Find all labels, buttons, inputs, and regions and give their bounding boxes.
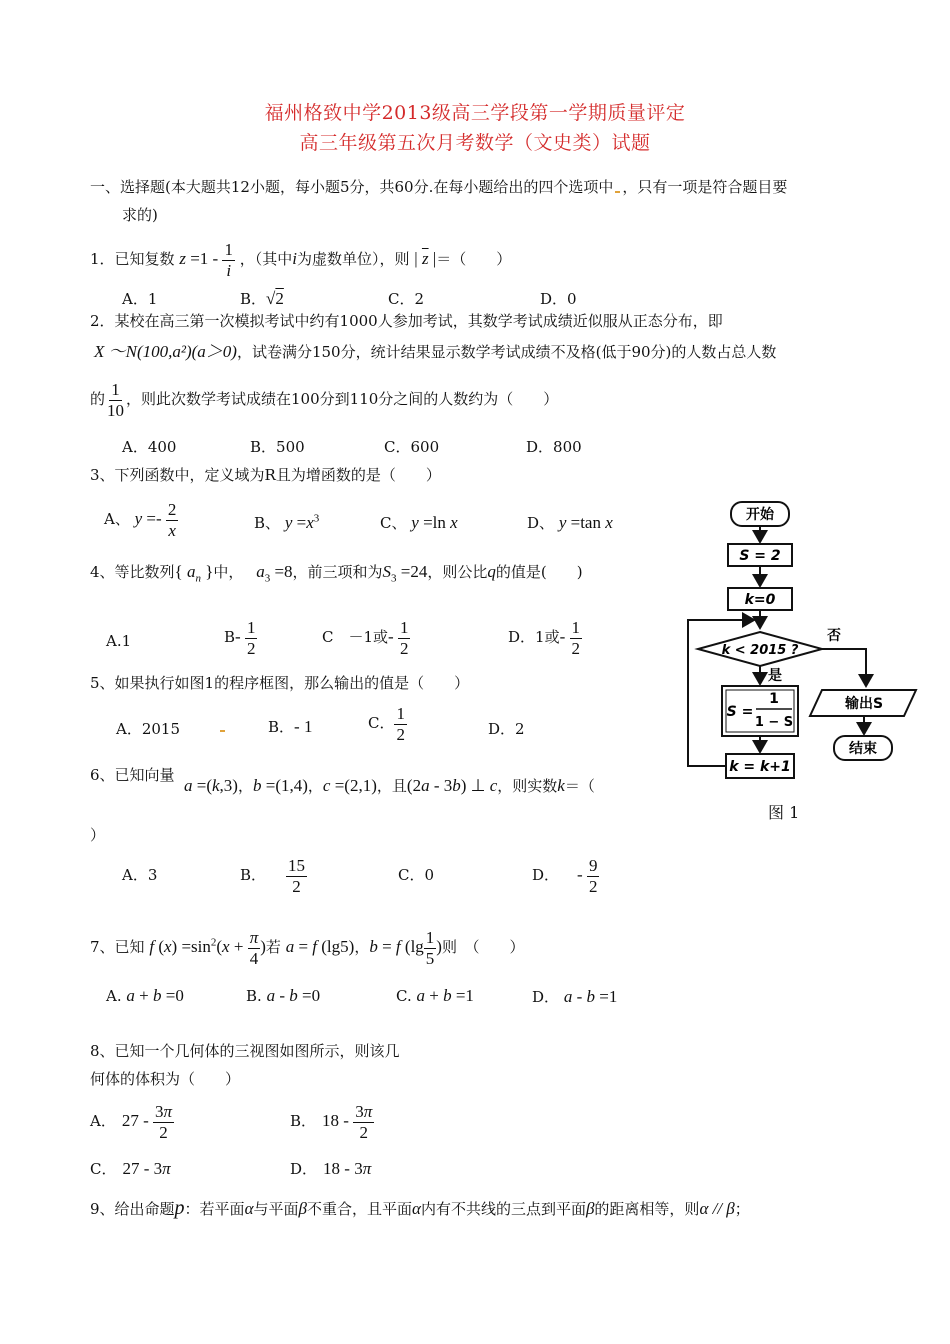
q1-mid2: 为虚数单位），则 — [296, 250, 410, 269]
q3-option-b-label: B、 — [254, 514, 281, 532]
q8-option-d — [290, 1158, 371, 1179]
q4-option-c-label: C －1或 — [322, 628, 389, 647]
q1-option-b — [240, 288, 284, 309]
section-instructions-line2: 求的) — [122, 206, 158, 224]
q4-tail2: 的值是( ) — [495, 563, 583, 581]
q3-option-a-label: A、 — [104, 510, 130, 529]
q8-option-c-label: C． — [90, 1160, 117, 1178]
q6-vec-c: c =(2,1) — [322, 776, 377, 795]
q7-b-expr: a - b =0 — [266, 986, 321, 1005]
q4-tail: ，则公比 — [427, 563, 488, 581]
flow-init-k-label: k=0 — [744, 592, 776, 608]
q6-option-d-label: D． — [532, 866, 560, 885]
q3-c-expr: y — [411, 513, 419, 532]
q9-beta: β — [298, 1199, 307, 1218]
q2-option-b: B．500 — [250, 438, 305, 456]
question-3: 3、下列函数中，定义域为R且为增函数的是（ ） — [90, 466, 441, 484]
flow-end-label: 结束 — [849, 741, 877, 757]
q8-c-expr: 27 - 3π — [122, 1159, 171, 1178]
q7-b-def: b = f (lg — [369, 937, 424, 957]
q9-t1: ：若平面 — [184, 1200, 245, 1218]
q7-tail: 则 （ ） — [441, 938, 525, 957]
q5-option-a: A．2015 — [116, 720, 181, 738]
question-2-line3 — [90, 380, 558, 420]
q6-option-a: A．3 — [122, 866, 158, 884]
q6-tail2: ＝（ — [564, 777, 595, 795]
q7-close: ) — [260, 937, 266, 957]
q7-option-a-label: A. — [106, 987, 122, 1005]
flow-assign-s-lhs: S = — [726, 704, 754, 720]
q1-z: z — [179, 249, 186, 269]
q1-option-d: D．0 — [540, 290, 577, 308]
q4-sequence: { $a_n$ } — [174, 562, 214, 585]
q7-option-b — [246, 986, 320, 1006]
flow-increment-label: k = k+1 — [729, 759, 791, 775]
figure-caption: 图 1 — [768, 803, 800, 822]
q4-b-fraction: $\frac{1}{2}$ — [246, 618, 256, 658]
q8-option-b-label: B． — [290, 1112, 317, 1131]
q8-b-expr: 18 - — [322, 1111, 354, 1131]
section-instructions — [90, 178, 787, 196]
q6-option-c: C．0 — [398, 866, 435, 884]
q9-t5: 的距离相等，则 — [594, 1200, 700, 1218]
q9-p: p — [174, 1197, 185, 1219]
q4-option-d — [508, 618, 582, 658]
question-5: 5、如果执行如图1的程序框图，那么输出的值是（ ） — [90, 674, 470, 692]
q3-d-eq: =tan x — [566, 513, 613, 532]
q3-a-fraction: $\frac{2}{x}$ — [167, 500, 177, 540]
q6-vec-a: a =(k,3) — [184, 776, 238, 795]
q6-tail: ，则实数 — [497, 777, 558, 795]
q6-k: k — [557, 776, 565, 795]
q1-sqrt2: √2 — [266, 289, 284, 308]
q4-prefix: 4、等比数列 — [90, 563, 175, 581]
q5-option-b — [268, 716, 312, 737]
q4-option-b-label: B — [224, 628, 236, 647]
q1-mid: ，（其中 — [239, 250, 293, 269]
q2-fraction: $\frac{1}{10}$ — [107, 380, 125, 420]
q8-option-b — [290, 1102, 374, 1142]
q8-option-d-label: D． — [290, 1160, 318, 1178]
q7-c-expr: a + b =1 — [416, 986, 474, 1005]
q4-mid2: ，前三项和为 — [292, 563, 383, 581]
question-4 — [90, 562, 583, 586]
q6-vec-b: b =(1,4) — [252, 776, 308, 795]
q3-option-c-label: C、 — [380, 514, 407, 532]
q6-b-fraction: $\frac{15}{2}$ — [288, 856, 306, 896]
q2-option-c: C．600 — [384, 438, 440, 456]
q9-parallel: α // β — [699, 1199, 735, 1218]
q7-b-close: ) — [436, 937, 442, 957]
q7-b-fraction: $\frac{1}{5}$ — [425, 928, 435, 968]
question-9 — [90, 1196, 750, 1220]
q8-b-fraction: $\frac{3\pi}{2}$ — [355, 1102, 373, 1142]
q3-option-d-label: D、 — [527, 514, 555, 532]
q9-t4: 内有不共线的三点到平面 — [420, 1200, 586, 1218]
q6-condition: (2a - 3b) ⊥ c — [406, 776, 498, 795]
q3-option-c — [380, 512, 458, 533]
q1-i: i — [292, 249, 297, 269]
question-6 — [90, 766, 175, 784]
q3-a-eq: =- — [142, 509, 166, 529]
q4-option-d-label: D．1或 — [508, 628, 560, 647]
q4-option-b — [224, 618, 257, 658]
q6-option-b — [240, 856, 307, 896]
q9-alpha-2: α — [412, 1199, 421, 1218]
q9-beta-2: β — [585, 1199, 595, 1218]
highlight-mark — [220, 730, 225, 732]
q1-prefix: 1．已知复数 — [90, 250, 175, 269]
q6-vectors: a =(k,3)，b =(1,4)，c =(2,1)，且(2a - 3b) ⊥ c，则实数k＝（ — [184, 776, 595, 795]
q8-a-fraction: $\frac{3\pi}{2}$ — [155, 1102, 173, 1142]
flow-decision-label: k < 2015 ? — [721, 643, 799, 658]
q9-t6: ； — [734, 1200, 750, 1218]
q2-line3-prefix: 的 — [90, 390, 106, 409]
q7-option-b-label: B. — [246, 987, 262, 1005]
q2-distribution: X ～N(100,a²)(a＞0) — [94, 342, 237, 361]
q4-d-minus: - — [559, 627, 570, 647]
q4-q: q — [487, 562, 496, 581]
question-2-line1: 2．某校在高三第一次模拟考试中约有1000人参加考试，其数学考试成绩近似服从正态分布，即 — [90, 312, 723, 330]
question-1 — [90, 240, 511, 280]
q4-d-fraction: $\frac{1}{2}$ — [571, 618, 580, 658]
q7-pi-fraction: $\frac{\pi}{4}$ — [249, 928, 259, 968]
q9-t3: 不重合，且平面 — [306, 1200, 412, 1218]
title-line-2: 高三年级第五次月考数学（文史类）试题 — [299, 132, 651, 154]
q6-option-b-label: B． — [240, 866, 267, 885]
q7-option-a — [106, 986, 184, 1006]
q5-option-c — [368, 704, 407, 744]
flowchart — [684, 498, 934, 798]
q6-mid: ，且 — [376, 777, 407, 795]
q9-alpha: α — [244, 1199, 254, 1218]
q6-d-minus: - — [577, 865, 587, 885]
q7-a-expr: a + b =0 — [126, 986, 184, 1005]
q2-line3-text: ，则此次数学考试成绩在100分到110分之间的人数约为（ ） — [126, 390, 559, 409]
q4-b-minus: - — [235, 627, 245, 647]
question-7: 7、已知 f $(x) =\sin^2(x$ + $\frac{\pi}{4}$ )若 a = f (lg5)，b = f (lg $\frac{1}{5}$ )则 （ ） — [90, 928, 525, 968]
q1-option-c: C．2 — [388, 290, 425, 308]
flow-assign-num: 1 — [769, 691, 779, 707]
q7-a-def: a = f (lg5) — [285, 937, 355, 957]
q5-option-b-label: B． — [268, 718, 295, 736]
title-line-1: 福州格致中学2013级高三学段第一学期质量评定 — [264, 102, 686, 124]
q2-line2-text: ，试卷满分150分，统计结果显示数学考试成绩不及格(低于90分)的人数占总人数 — [236, 343, 777, 361]
q4-option-c — [322, 618, 410, 658]
q2-option-d: D．800 — [526, 438, 582, 456]
q7-option-c-label: C. — [396, 987, 412, 1005]
q1-option-a: A．1 — [122, 290, 158, 308]
q3-b-expr: y — [284, 513, 293, 532]
question-6-line2: ） — [90, 826, 106, 844]
q1-option-b-label: B． — [240, 290, 267, 308]
q5-option-d: D．2 — [488, 720, 525, 738]
flow-output-label: 输出S — [844, 696, 884, 712]
q5-option-c-label: C． — [368, 714, 395, 733]
q4-c-minus: - — [388, 627, 398, 647]
q8-d-expr: 18 - 3π — [323, 1159, 372, 1178]
q7-mid: 若 — [265, 938, 281, 957]
question-8-line1: 8、已知一个几何体的三视图如图所示，则该几 — [90, 1042, 400, 1060]
q9-prefix: 9、给出命题 — [90, 1200, 175, 1218]
flow-no-label: 否 — [827, 628, 841, 644]
q7-option-d-label: D． — [532, 988, 560, 1006]
q1-abs: | $\overline{z}$ | — [414, 249, 437, 269]
question-2-line2 — [94, 342, 776, 362]
question-8-line2: 何体的体积为（ ） — [90, 1070, 241, 1088]
q3-c-eq: =ln x — [418, 513, 458, 532]
flow-assign-den: 1 − S — [754, 715, 794, 730]
q8-option-c — [90, 1158, 171, 1179]
highlight-mark — [615, 191, 620, 193]
q4-c-fraction: $\frac{1}{2}$ — [399, 618, 409, 658]
q4-option-a: A.1 — [106, 632, 132, 650]
q7-d-expr: a - b =1 — [563, 987, 618, 1006]
section-instructions-line1-tail: ，只有一项是符合题目要 — [622, 178, 788, 196]
q1-fraction: $\frac{1}{i}$ — [224, 240, 233, 280]
q8-option-a-label: A． — [90, 1112, 116, 1131]
q2-option-a: A．400 — [122, 438, 177, 456]
section-instructions-line1: 一、选择题(本大题共12小题，每小题5分，共60分.在每小题给出的四个选项中 — [90, 178, 614, 196]
q6-d-fraction: $\frac{9}{2}$ — [588, 856, 598, 896]
q3-b-eq: $=x^3$ — [292, 512, 320, 532]
q3-a-expr: y — [134, 509, 143, 529]
q6-option-d — [532, 856, 599, 896]
q8-option-a — [90, 1102, 174, 1142]
q4-s3: $S_3 =24$ — [382, 562, 428, 585]
q4-mid1: 中， — [213, 563, 244, 581]
flow-start-label: 开始 — [746, 507, 774, 523]
flow-yes-label: 是 — [768, 668, 782, 684]
q6-prefix: 6、已知向量 — [90, 766, 175, 784]
q3-d-expr: y — [558, 513, 567, 532]
flow-init-s-label: S = 2 — [739, 548, 781, 564]
q3-option-b — [254, 512, 319, 533]
q1-eq: =1 - — [185, 249, 223, 269]
q4-a3: $a_3 =8$ — [256, 562, 293, 585]
q9-t2: 与平面 — [253, 1200, 299, 1218]
q7-function: f $(x) =\sin^2(x$ + — [149, 936, 248, 957]
q3-option-d — [527, 512, 613, 533]
q5-b-value: - 1 — [294, 717, 313, 736]
q1-tail: ＝（ ） — [436, 250, 512, 269]
q7-option-d — [532, 986, 617, 1007]
q7-prefix: 7、已知 — [90, 938, 145, 957]
q5-c-fraction: $\frac{1}{2}$ — [396, 704, 405, 744]
q3-option-a — [104, 500, 178, 540]
q8-a-expr: 27 - — [121, 1111, 154, 1131]
q7-option-c — [396, 986, 474, 1006]
